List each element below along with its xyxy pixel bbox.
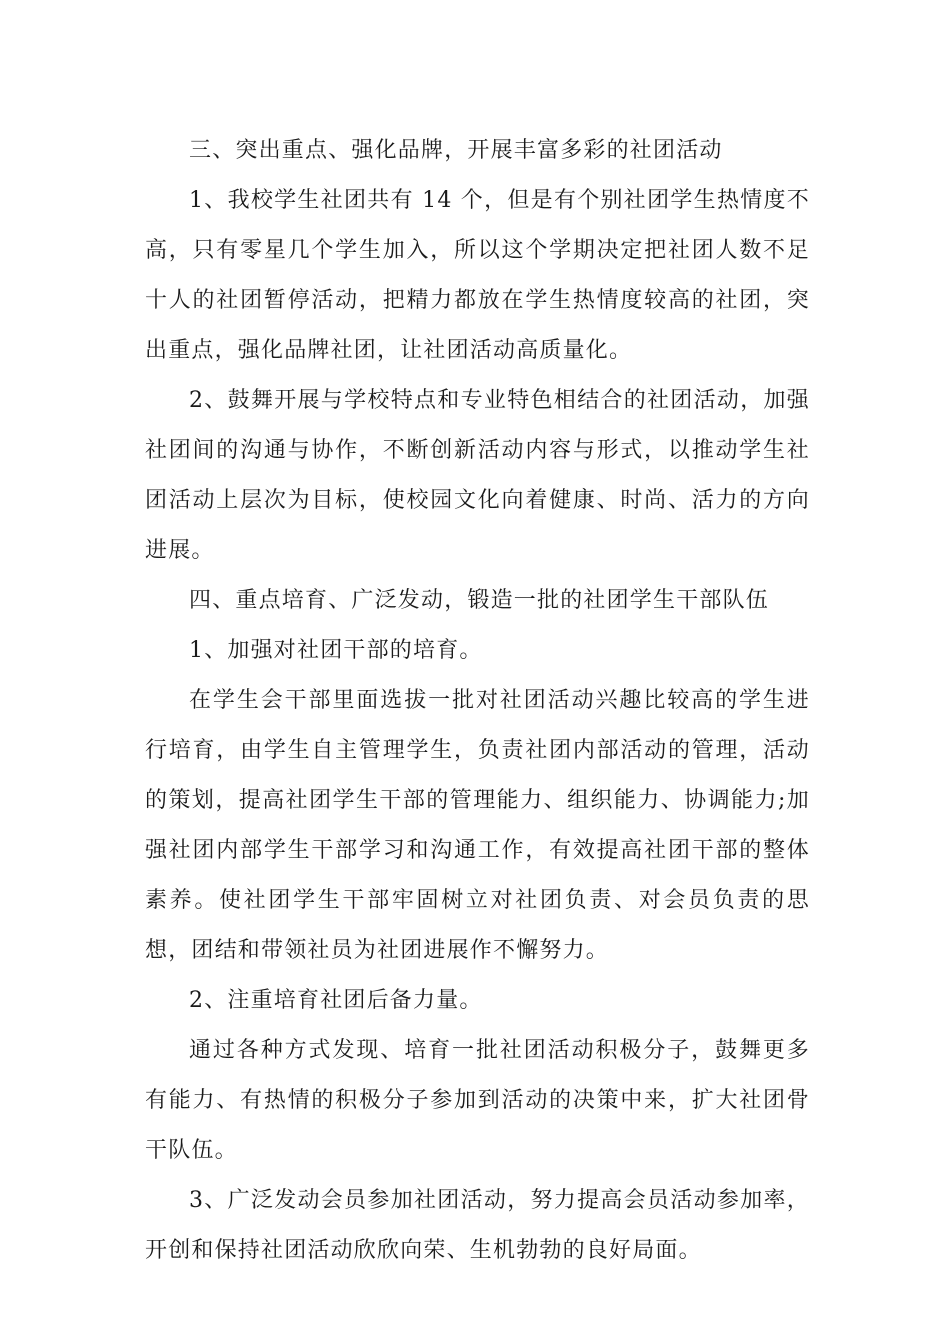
section-heading-3: 三、突出重点、强化品牌，开展丰富多彩的社团活动	[189, 138, 723, 163]
paragraph-3-2: 2、鼓舞开展与学校特点和专业特色相结合的社团活动，加强社团间的沟通与协作，不断创新活动内容与形式，以推动学生社团活动上层次为目标，使校园文化向着健康、时尚、活力的方向进展。	[145, 388, 810, 563]
document-body	[145, 126, 810, 1276]
paragraph-3-1: 1、我校学生社团共有 14 个，但是有个别社团学生热情度不高，只有零星几个学生加入，所以这个学期决定把社团人数不足十人的社团暂停活动，把精力都放在学生热情度较高的社团，突出重点，强化品牌社团，让社团活动高质量化。	[145, 188, 810, 363]
paragraph-4-3: 3、广泛发动会员参加社团活动，努力提高会员活动参加率，开创和保持社团活动欣欣向荣、生机勃勃的良好局面。	[145, 1188, 810, 1263]
subheading-4-2: 2、注重培育社团后备力量。	[189, 988, 483, 1013]
paragraph-4-1-body: 在学生会干部里面选拔一批对社团活动兴趣比较高的学生进行培育，由学生自主管理学生，负责社团内部活动的管理，活动的策划，提高社团学生干部的管理能力、组织能力、协调能力;加强社团内部学生干部学习和沟通工作，有效提高社团干部的整体素养。使社团学生干部牢固树立对社团负责、对会员负责的思想，团结和带领社员为社团进展作不懈努力。	[145, 688, 810, 963]
section-heading-4: 四、重点培育、广泛发动，锻造一批的社团学生干部队伍	[189, 588, 770, 613]
subheading-4-1: 1、加强对社团干部的培育。	[189, 638, 483, 663]
paragraph-4-2-body: 通过各种方式发现、培育一批社团活动积极分子，鼓舞更多有能力、有热情的积极分子参加到活动的决策中来，扩大社团骨干队伍。	[145, 1038, 810, 1163]
